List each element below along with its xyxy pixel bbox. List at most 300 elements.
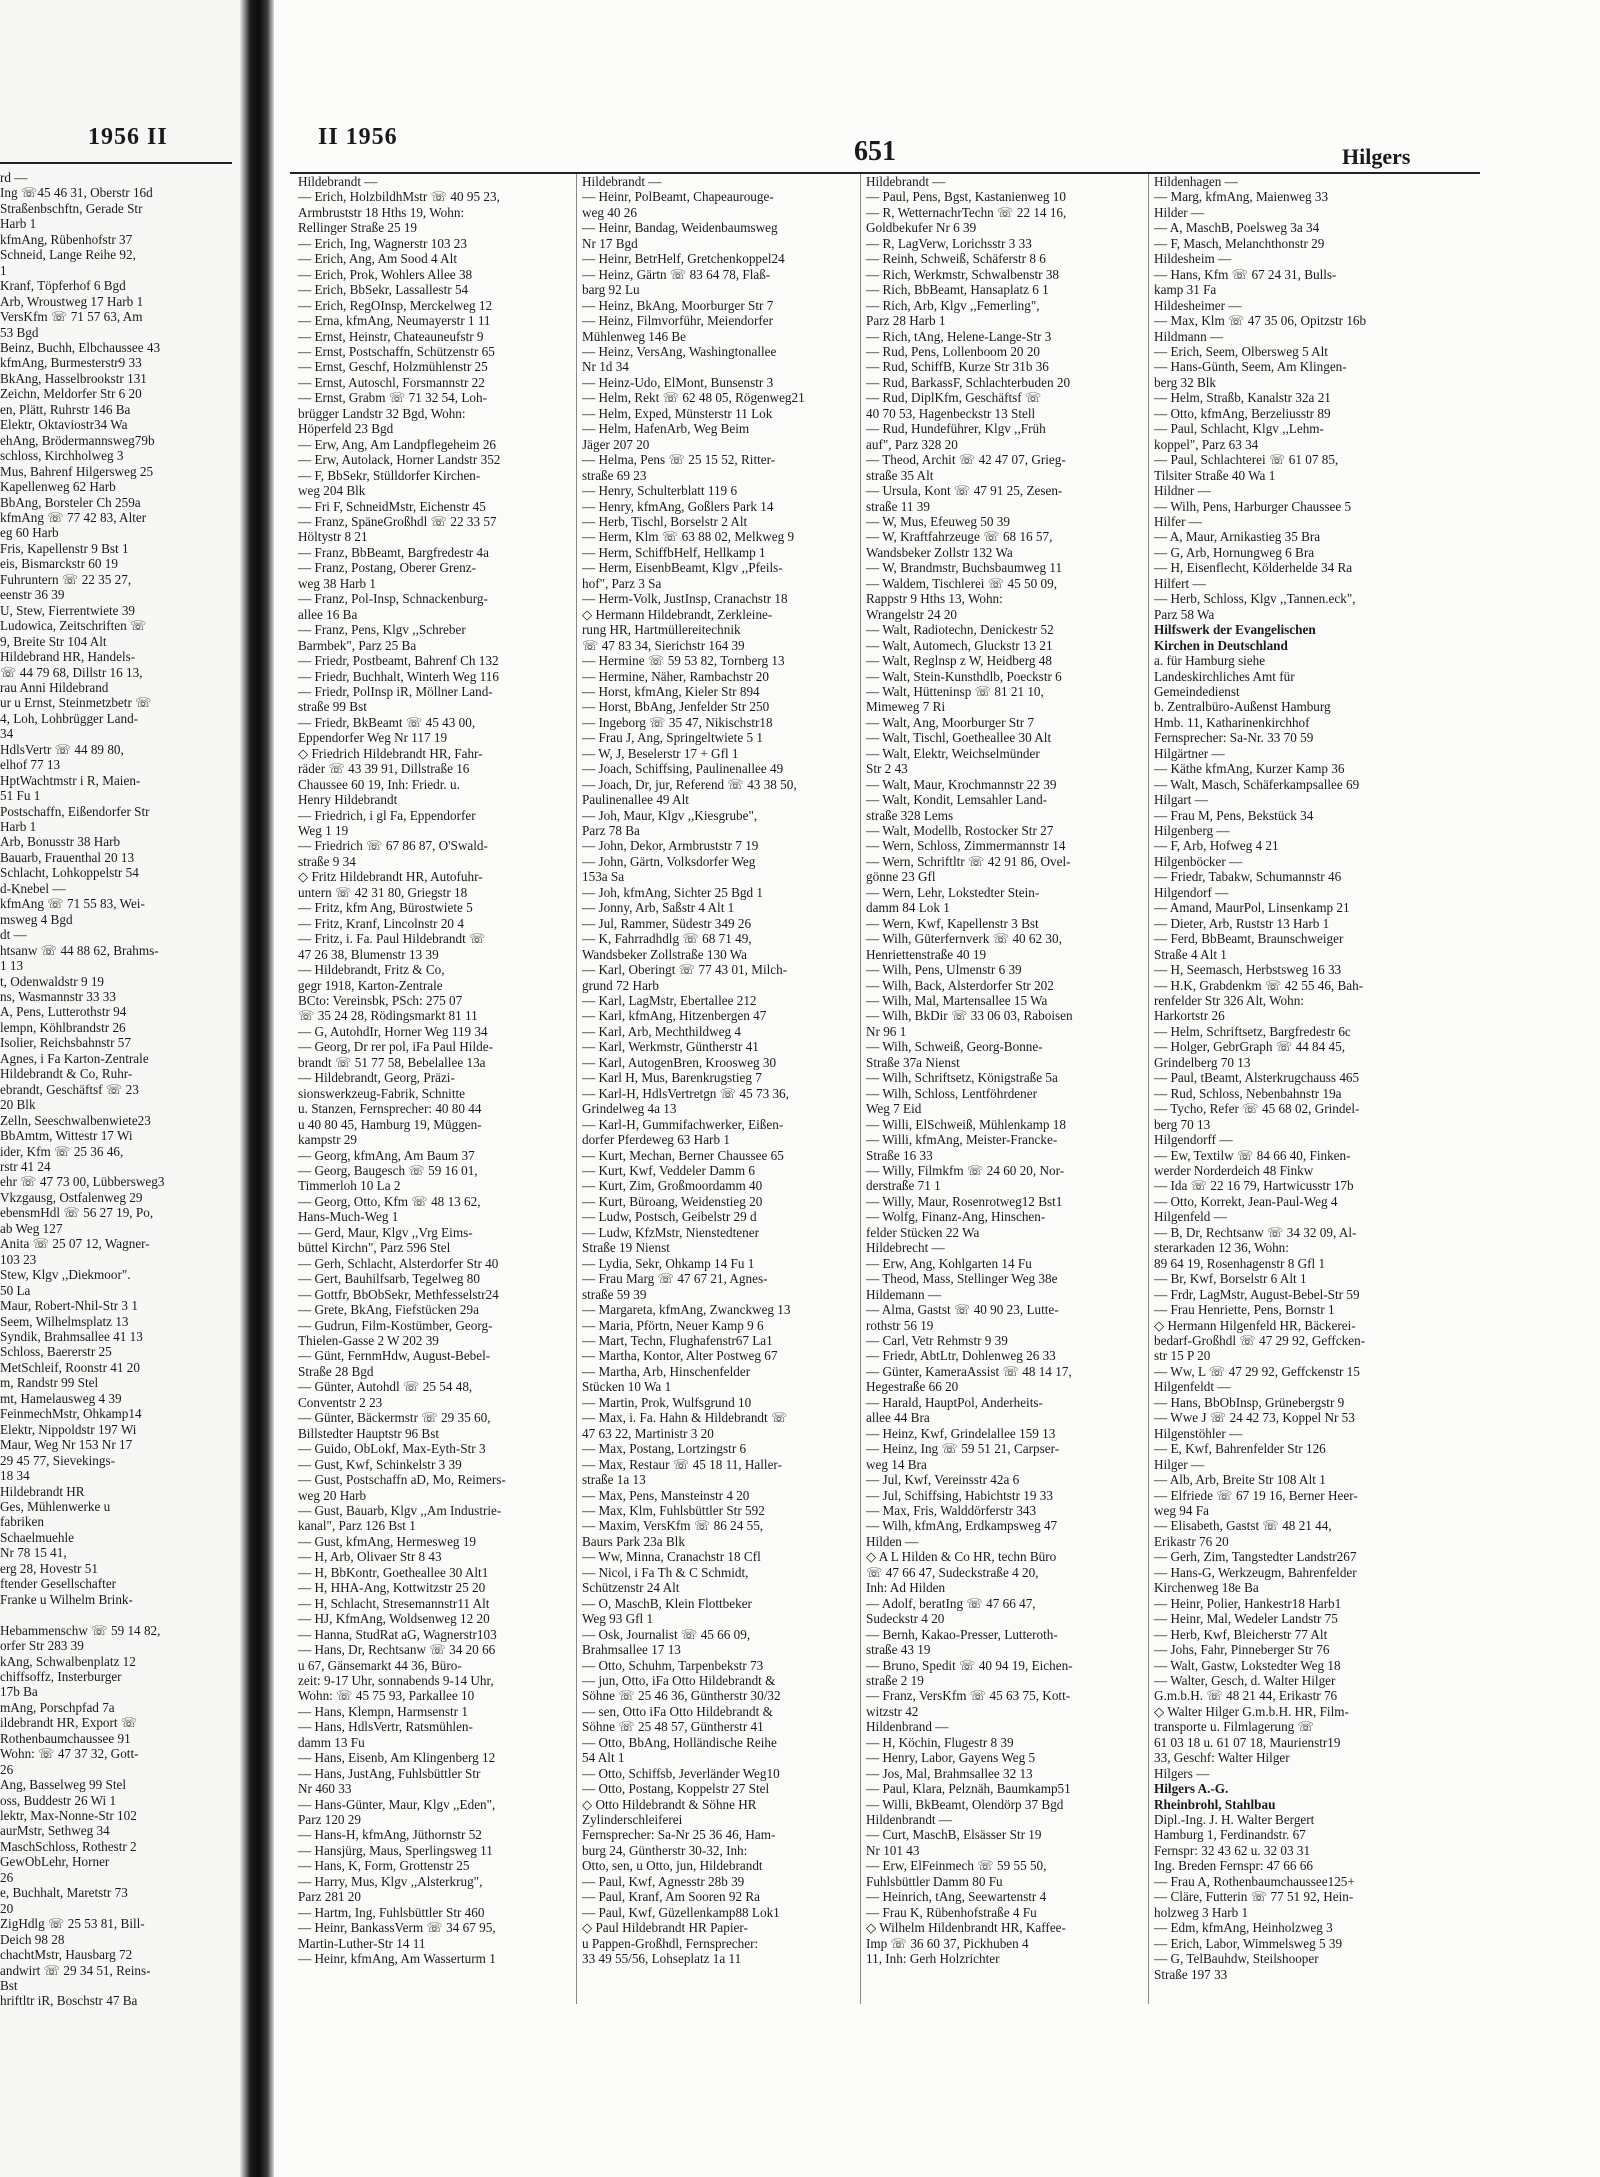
directory-entry: — Tycho, Refer ☏ 45 68 02, Grindel- [1154, 1101, 1360, 1117]
directory-entry: gegr 1918, Karton-Zentrale [298, 977, 443, 993]
directory-entry: Grindelberg 70 13 [1154, 1054, 1251, 1070]
directory-entry: dorfer Pferdeweg 63 Harb 1 [582, 1132, 730, 1148]
directory-entry: 47 63 22, Martinistr 3 20 [582, 1425, 714, 1441]
directory-entry: Nr 460 33 [298, 1781, 352, 1797]
directory-entry: — Theod, Archit ☏ 42 47 07, Grieg- [866, 452, 1066, 468]
directory-entry: — Horst, kfmAng, Kieler Str 894 [582, 683, 760, 699]
directory-entry: — Franz, BbBeamt, Bargfredestr 4a [298, 544, 489, 560]
directory-entry: gönne 23 Gfl [866, 869, 936, 885]
directory-entry: — Rich, Werkmstr, Schwalbenstr 38 [866, 266, 1060, 282]
directory-entry: Weg 93 Gfl 1 [582, 1611, 654, 1627]
left-directory-entry: Rothenbaumchaussee 91 [0, 1730, 131, 1746]
directory-entry: allee 44 Bra [866, 1410, 930, 1426]
left-directory-entry: Maur, Weg Nr 153 Nr 17 [0, 1437, 133, 1453]
left-directory-entry: ehAng, Brödermannsweg79b [0, 432, 155, 448]
directory-entry: ◇ Wilhelm Hildenbrandt HR, Kaffee- [866, 1920, 1066, 1936]
directory-entry: büttel Kirchn", Parz 596 Stel [298, 1240, 451, 1256]
directory-entry: — Georg, Otto, Kfm ☏ 48 13 62, [298, 1193, 481, 1209]
directory-entry: — Marg, kfmAng, Maienweg 33 [1154, 189, 1329, 205]
directory-entry: — Heinz, Gärtn ☏ 83 64 78, Flaß- [582, 266, 771, 282]
left-directory-entry: ebensmHdl ☏ 56 27 19, Po, [0, 1205, 154, 1221]
directory-entry: Söhne ☏ 25 48 57, Güntherstr 41 [582, 1719, 764, 1735]
left-directory-entry: Kapellenweg 62 Harb [0, 479, 116, 495]
directory-entry: — Hans, K, Form, Grottenstr 25 [298, 1858, 470, 1874]
directory-entry: — Henry, Schulterblatt 119 6 [582, 483, 738, 499]
directory-entry: — H.K, Grabdenkm ☏ 42 55 46, Bah- [1154, 977, 1364, 993]
directory-entry: weg 20 Harb [298, 1487, 367, 1503]
directory-entry: Hmb. 11, Katharinenkirchhof [1154, 714, 1310, 730]
left-directory-entry: ☏ 44 79 68, Dillstr 16 13, [0, 664, 143, 680]
directory-entry: — Jul, Kwf, Vereinsstr 42a 6 [866, 1472, 1020, 1488]
directory-entry: — Paul, Kwf, Agnesstr 28b 39 [582, 1873, 745, 1889]
directory-entry: 47 26 38, Blumenstr 13 39 [298, 946, 439, 962]
directory-entry: — Helm, Exped, Münsterstr 11 Lok [582, 405, 773, 421]
directory-entry: — Max, Postang, Lortzingstr 6 [582, 1441, 747, 1457]
directory-entry: — Hanna, StudRat aG, Wagnerstr103 [298, 1626, 497, 1642]
directory-entry: — Hans, Dr, Rechtsanw ☏ 34 20 66 [298, 1642, 496, 1658]
directory-entry: — Rud, DiplKfm, Geschäftsf ☏ [866, 390, 1042, 406]
directory-entry: — F, Masch, Melanchthonstr 29 [1154, 235, 1325, 251]
directory-entry: — Rud, SchiffB, Kurze Str 31b 36 [866, 359, 1049, 375]
directory-entry: — Erich, RegOInsp, Merckelweg 12 [298, 297, 493, 313]
directory-entry: Hildenbrandt — [866, 1812, 953, 1828]
directory-entry: Parz 28 Harb 1 [866, 313, 946, 329]
left-directory-entry: kfmAng ☏ 71 55 83, Wei- [0, 896, 145, 912]
directory-entry: — Gudrun, Film-Kostümber, Georg- [298, 1317, 493, 1333]
directory-entry: berg 70 13 [1154, 1116, 1211, 1132]
directory-entry: — Max, Klm ☏ 47 35 06, Opitzstr 16b [1154, 313, 1367, 329]
directory-entry: — Erich, Ing, Wagnerstr 103 23 [298, 235, 467, 251]
directory-entry: straße 69 23 [582, 467, 647, 483]
directory-entry: Hilgers — [1154, 1765, 1210, 1781]
directory-entry: Hilgendorff — [1154, 1132, 1233, 1148]
directory-entry: — Wern, Schloss, Zimmermannstr 14 [866, 838, 1066, 854]
left-directory-entry: mt, Hamelausweg 4 39 [0, 1390, 122, 1406]
directory-entry: — Hermine ☏ 59 53 82, Tornberg 13 [582, 653, 785, 669]
left-directory-entry: Harb 1 [0, 819, 37, 835]
directory-entry: — Herb, Kwf, Bleicherstr 77 Alt [1154, 1626, 1328, 1642]
directory-entry: holzweg 3 Harb 1 [1154, 1904, 1249, 1920]
left-directory-entry: chiffsoffz, Insterburger [0, 1668, 122, 1684]
directory-entry: ☏ 47 83 34, Sierichstr 164 39 [582, 637, 745, 653]
directory-entry: weg 40 26 [582, 204, 637, 220]
left-directory-entry: Nr 78 15 41, [0, 1545, 67, 1561]
directory-entry: — Paul, Pens, Bgst, Kastanienweg 10 [866, 189, 1066, 205]
left-directory-entry: Bst [0, 1978, 18, 1994]
directory-entry: Nr 1d 34 [582, 359, 629, 375]
directory-entry: — Max, Restaur ☏ 45 18 11, Haller- [582, 1456, 782, 1472]
directory-entry: straße 2 19 [866, 1672, 924, 1688]
directory-entry: — Karl, Werkmstr, Güntherstr 41 [582, 1039, 759, 1055]
directory-entry: — Frau M, Pens, Bekstück 34 [1154, 807, 1314, 823]
directory-entry: Sudeckstr 4 20 [866, 1611, 945, 1627]
directory-entry: — Otto, Postang, Koppelstr 27 Stel [582, 1781, 770, 1797]
directory-entry: Zylinderschleiferei [582, 1812, 683, 1828]
left-directory-entry: eis, Bismarckstr 60 19 [0, 556, 118, 572]
column-rule [1148, 174, 1149, 2004]
directory-entry: kampstr 29 [298, 1132, 357, 1148]
directory-entry: — Heinz-Udo, ElMont, Bunsenstr 3 [582, 374, 774, 390]
directory-entry: u 40 80 45, Hamburg 19, Müggen- [298, 1116, 482, 1132]
directory-entry: weg 204 Blk [298, 483, 366, 499]
directory-entry: — Henry, Labor, Gayens Weg 5 [866, 1750, 1036, 1766]
directory-entry: — Walt, Reglnsp z W, Heidberg 48 [866, 653, 1052, 669]
left-page-column [0, 170, 232, 2009]
directory-entry: Söhne ☏ 25 46 36, Güntherstr 30/32 [582, 1688, 781, 1704]
directory-entry: — Otto, Schiffsb, Jeverländer Weg10 [582, 1765, 780, 1781]
directory-entry: Fernsprecher: Sa-Nr 25 36 46, Ham- [582, 1827, 776, 1843]
directory-entry: — Gerh, Zim, Tangstedter Landstr267 [1154, 1549, 1357, 1565]
directory-entry: Hildesheimer — [1154, 297, 1242, 313]
directory-entry: — Gerh, Schlacht, Alsterdorfer Str 40 [298, 1255, 499, 1271]
directory-entry: straße 35 Alt [866, 467, 934, 483]
directory-entry: — Fri F, SchneidMstr, Eichenstr 45 [298, 498, 486, 514]
directory-entry: — Frau K, Rübenhofstraße 4 Fu [866, 1904, 1037, 1920]
directory-entry: Hilgendorf — [1154, 884, 1229, 900]
left-directory-entry: Hildebrandt HR [0, 1483, 85, 1499]
directory-entry: — Johs, Fahr, Pinneberger Str 76 [1154, 1642, 1330, 1658]
directory-entry: — W, Mus, Efeuweg 50 39 [866, 513, 1010, 529]
directory-entry: — Wilh, BkDir ☏ 33 06 03, Raboisen [866, 1008, 1073, 1024]
directory-entry: brandt ☏ 51 77 58, Bebelallee 13a [298, 1054, 486, 1070]
left-directory-entry: e, Buchhalt, Maretstr 73 [0, 1885, 128, 1901]
directory-entry: bedarf-Großhdl ☏ 47 29 92, Geffcken- [1154, 1332, 1366, 1348]
directory-entry: Hilgart — [1154, 792, 1208, 808]
left-page-header: 1956 II [88, 124, 168, 150]
directory-entry: — Erw, ElFeinmech ☏ 59 55 50, [866, 1858, 1047, 1874]
directory-entry: — Hildebrandt, Georg, Präzi- [298, 1070, 455, 1086]
directory-entry: 89 64 19, Rosenhagenstr 8 Gfl 1 [1154, 1255, 1326, 1271]
directory-entry: — Ernst, Postschaffn, Schützenstr 65 [298, 343, 495, 359]
directory-entry: — Carl, Vetr Rehmstr 9 39 [866, 1332, 1008, 1348]
left-directory-entry: Ludowica, Zeitschriften ☏ [0, 618, 147, 634]
directory-entry: Tilsiter Straße 40 Wa 1 [1154, 467, 1276, 483]
directory-entry: — Friedr, Postbeamt, Bahrenf Ch 132 [298, 653, 499, 669]
directory-entry: u Pappen-Großhdl, Fernsprecher: [582, 1935, 759, 1951]
directory-entry: — Rud, Hundeführer, Klgv ,,Früh [866, 421, 1046, 437]
directory-entry: — Helm, Straßb, Kanalstr 32a 21 [1154, 390, 1331, 406]
left-directory-entry: 18 34 [0, 1468, 30, 1484]
left-directory-entry: Anita ☏ 25 07 12, Wagner- [0, 1236, 150, 1252]
directory-entry: — Ww, Minna, Cranachstr 18 Cfl [582, 1549, 761, 1565]
directory-entry: — Curt, MaschB, Elsässer Str 19 [866, 1827, 1042, 1843]
left-page [0, 0, 240, 2177]
directory-entry: — Osk, Journalist ☏ 45 66 09, [582, 1626, 751, 1642]
left-directory-entry: orfer Str 283 39 [0, 1638, 84, 1654]
directory-entry: — Paul, Klara, Pelznäh, Baumkamp51 [866, 1781, 1071, 1797]
directory-entry: ◇ Otto Hildebrandt & Söhne HR [582, 1796, 757, 1812]
directory-entry: Hilfer — [1154, 513, 1202, 529]
directory-entry: — Paul, Kwf, Güzellenkamp88 Lok1 [582, 1904, 780, 1920]
left-directory-entry: Elektr, Oktaviostr34 Wa [0, 417, 128, 433]
directory-entry: untern ☏ 42 31 80, Griegstr 18 [298, 884, 468, 900]
directory-column-3 [866, 174, 1134, 1967]
directory-entry: — Willi, ElSchweiß, Mühlenkamp 18 [866, 1116, 1066, 1132]
directory-column-4 [1154, 174, 1422, 1982]
directory-entry: — Br, Kwf, Borselstr 6 Alt 1 [1154, 1271, 1307, 1287]
directory-entry: BCto: Vereinsbk, PSch: 275 07 [298, 993, 463, 1009]
directory-entry: — sen, Otto iFa Otto Hildebrandt & [582, 1703, 773, 1719]
directory-entry: — Kurt, Büroang, Weidenstieg 20 [582, 1193, 763, 1209]
directory-entry: Weg 1 19 [298, 823, 349, 839]
left-directory-entry: oss, Buddestr 26 Wi 1 [0, 1792, 117, 1808]
directory-entry: Straße 197 33 [1154, 1966, 1228, 1982]
directory-entry: — Karl, AutogenBren, Kroosweg 30 [582, 1054, 777, 1070]
directory-entry: Hilgärtner — [1154, 745, 1225, 761]
directory-entry: — Friedr, Buchhalt, Winterh Weg 116 [298, 668, 499, 684]
directory-entry: Hildmann — [1154, 328, 1224, 344]
left-directory-entry: chachtMstr, Hausbarg 72 [0, 1947, 133, 1963]
directory-entry: — Ww, L ☏ 47 29 92, Geffckenstr 15 [1154, 1363, 1360, 1379]
directory-entry: Armbruststr 18 Hths 19, Wohn: [298, 204, 465, 220]
directory-entry: — Margareta, kfmAng, Zwanckweg 13 [582, 1302, 791, 1318]
directory-entry: ◇ Fritz Hildebrandt HR, Autofuhr- [298, 869, 483, 885]
directory-entry: Gemeindedienst [1154, 683, 1240, 699]
directory-entry: ◇ Hermann Hilgenfeld HR, Bäckerei- [1154, 1317, 1356, 1333]
directory-entry: — Adolf, beratIng ☏ 47 66 47, [866, 1595, 1036, 1611]
left-directory-entry: aurMstr, Sethweg 34 [0, 1823, 110, 1839]
directory-entry: — Joh, Maur, Klgv ,,Kiesgrube", [582, 807, 758, 823]
directory-entry: — jun, Otto, iFa Otto Hildebrandt & [582, 1672, 776, 1688]
directory-entry: — Franz, VersKfm ☏ 45 63 75, Kott- [866, 1688, 1071, 1704]
directory-entry: Chaussee 60 19, Inh: Friedr. u. [298, 776, 460, 792]
directory-entry: — Franz, Pol-Insp, Schnackenburg- [298, 591, 488, 607]
directory-entry: G.m.b.H. ☏ 48 21 44, Erikastr 76 [1154, 1688, 1338, 1704]
directory-column-2 [582, 174, 850, 1967]
directory-entry: — Walt, Tischl, Goetheallee 30 Alt [866, 730, 1052, 746]
directory-entry: straße 328 Lems [866, 807, 954, 823]
directory-entry: — Ursula, Kont ☏ 47 91 25, Zesen- [866, 483, 1063, 499]
left-directory-entry [0, 1607, 232, 1622]
directory-entry: Fernsprecher: Sa-Nr. 33 70 59 [1154, 730, 1314, 746]
directory-entry: — G, TelBauhdw, Steilshooper [1154, 1951, 1319, 1967]
directory-entry: — Jul, Schiffsing, Habichtstr 19 33 [866, 1487, 1053, 1503]
directory-entry: sionswerkzeug-Fabrik, Schnitte [298, 1085, 466, 1101]
left-directory-entry: lempn, Köhlbrandstr 26 [0, 1019, 126, 1035]
directory-entry: Hans-Much-Weg 1 [298, 1209, 399, 1225]
directory-entry: Straße 28 Bgd [298, 1363, 374, 1379]
directory-entry: 33 49 55/56, Lohseplatz 1a 11 [582, 1951, 742, 1967]
directory-entry: — Henry, kfmAng, Goßlers Park 14 [582, 498, 774, 514]
directory-entry: — Karl H, Mus, Barenkrugstieg 7 [582, 1070, 762, 1086]
directory-entry: Nr 17 Bgd [582, 235, 638, 251]
left-directory-entry: ftender Gesellschafter [0, 1576, 117, 1592]
directory-entry: kanal", Parz 126 Bst 1 [298, 1518, 416, 1534]
directory-entry: straße 99 Bst [298, 699, 367, 715]
directory-entry: — H, HHA-Ang, Kottwitzstr 25 20 [298, 1580, 486, 1596]
directory-entry: — Helm, Schriftsetz, Bargfredestr 6c [1154, 1023, 1351, 1039]
directory-entry: Mimeweg 7 Ri [866, 699, 946, 715]
left-directory-entry: Franke u Wilhelm Brink- [0, 1591, 133, 1607]
directory-entry: — Jul, Rammer, Südestr 349 26 [582, 915, 752, 931]
directory-entry: — Franz, SpäneGroßhdl ☏ 22 33 57 [298, 513, 497, 529]
directory-entry: — Herm-Volk, JustInsp, Cranachstr 18 [582, 591, 788, 607]
directory-entry: weg 38 Harb 1 [298, 575, 377, 591]
directory-entry: Ing. Breden Fernspr: 47 66 66 [1154, 1858, 1313, 1874]
left-directory-entry: 1 13 [0, 958, 24, 974]
directory-entry: — Erw, Ang, Kohlgarten 14 Fu [866, 1255, 1032, 1271]
directory-entry: — Herm, SchiffbHelf, Hellkamp 1 [582, 544, 766, 560]
left-directory-entry: Hebammenschw ☏ 59 14 82, [0, 1622, 161, 1638]
directory-entry: — Walt, Automech, Gluckstr 13 21 [866, 637, 1053, 653]
left-directory-entry: ns, Wasmannstr 33 33 [0, 989, 116, 1005]
directory-entry: — Hans-Günth, Seem, Am Klingen- [1154, 359, 1347, 375]
directory-entry: — Jos, Mal, Brahmsallee 32 13 [866, 1765, 1033, 1781]
directory-entry: Höltystr 8 21 [298, 529, 368, 545]
directory-entry: Timmerloh 10 La 2 [298, 1178, 401, 1194]
left-directory-entry: BkAng, Hasselbrookstr 131 [0, 370, 147, 386]
directory-entry: werder Norderdeich 48 Finkw [1154, 1163, 1314, 1178]
directory-entry: — Wolfg, Finanz-Ang, Hinschen- [866, 1209, 1046, 1225]
left-directory-entry: andwirt ☏ 29 34 51, Reins- [0, 1962, 151, 1978]
left-directory-entry: 29 45 77, Sievekings- [0, 1452, 116, 1468]
directory-column-1 [298, 174, 566, 1967]
directory-entry: weg 14 Bra [866, 1456, 927, 1472]
directory-entry: Conventstr 2 23 [298, 1394, 383, 1410]
directory-entry: ☏ 35 24 28, Rödingsmarkt 81 11 [298, 1008, 478, 1024]
directory-entry: — Otto, Schuhm, Tarpenbekstr 73 [582, 1657, 764, 1673]
directory-entry: — Hans, BbObInsp, Grünebergstr 9 [1154, 1394, 1345, 1410]
directory-entry: rothstr 56 19 [866, 1317, 934, 1333]
directory-entry: Weg 7 Eid [866, 1101, 922, 1117]
directory-entry: — O, MaschB, Klein Flottbeker [582, 1595, 752, 1611]
directory-entry: — Fritz, Kranf, Lincolnstr 20 4 [298, 915, 464, 931]
directory-entry: — Dieter, Arb, Ruststr 13 Harb 1 [1154, 915, 1330, 931]
left-directory-entry: Fris, Kapellenstr 9 Bst 1 [0, 540, 129, 556]
left-directory-entry: Zelln, Seeschwalbenwiete23 [0, 1112, 151, 1128]
directory-entry: — B, Dr, Rechtsanw ☏ 34 32 09, Al- [1154, 1224, 1357, 1240]
directory-entry: — R, LagVerw, Lorichsstr 3 33 [866, 235, 1032, 251]
directory-entry: — Erich, BbSekr, Lassallestr 54 [298, 282, 469, 298]
directory-entry: — Erna, kfmAng, Neumayerstr 1 11 [298, 313, 491, 329]
left-directory-entry: Beinz, Buchh, Elbchaussee 43 [0, 339, 161, 355]
directory-entry: — Bernh, Kakao-Presser, Lutteroth- [866, 1626, 1058, 1642]
directory-entry: — Gust, Postschaffn aD, Mo, Reimers- [298, 1472, 506, 1488]
directory-entry: — Karl, Oberingt ☏ 77 43 01, Milch- [582, 962, 788, 978]
directory-entry: — Grete, BkAng, Fiefstücken 29a [298, 1302, 479, 1318]
left-directory-entry: 20 Blk [0, 1097, 36, 1113]
left-directory-entry: eenstr 36 39 [0, 587, 65, 603]
directory-entry: — Wern, Lehr, Lokstedter Stein- [866, 884, 1040, 900]
left-directory-entry: 26 [0, 1869, 14, 1885]
left-directory-entry: 20 [0, 1900, 14, 1916]
left-directory-entry: Ang, Basselweg 99 Stel [0, 1777, 127, 1793]
directory-entry: — Cläre, Futterin ☏ 77 51 92, Hein- [1154, 1889, 1354, 1905]
directory-entry: — Ernst, Heinstr, Chateauneufstr 9 [298, 328, 484, 344]
directory-entry: — Franz, Postang, Oberer Grenz- [298, 560, 476, 576]
directory-entry: — Günter, KameraAssist ☏ 48 14 17, [866, 1363, 1072, 1379]
directory-entry: — Erw, Autolack, Horner Landstr 352 [298, 452, 501, 468]
directory-entry: — Erich, Ang, Am Sood 4 Alt [298, 251, 457, 267]
directory-entry: — Kurt, Mechan, Berner Chaussee 65 [582, 1147, 784, 1163]
left-directory-entry: eg 60 Harb [0, 525, 59, 541]
directory-entry: straße 9 34 [298, 853, 356, 869]
directory-entry: Hilger — [1154, 1456, 1205, 1472]
directory-entry: Hilfert — [1154, 575, 1206, 591]
directory-entry: Hilgenberg — [1154, 823, 1230, 839]
directory-entry: burg 24, Güntherstr 30-32, Inh: [582, 1842, 748, 1858]
directory-entry: Straße 16 33 [866, 1147, 933, 1163]
directory-entry: — W, Brandmstr, Buchsbaumweg 11 [866, 560, 1063, 576]
directory-entry: — Lydia, Sekr, Ohkamp 14 Fu 1 [582, 1255, 755, 1271]
directory-entry: — Gert, Bauhilfsarb, Tegelweg 80 [298, 1271, 480, 1287]
directory-entry: — Frau Henriette, Pens, Bornstr 1 [1154, 1302, 1335, 1318]
left-directory-entry: HptWachtmstr i R, Maien- [0, 772, 141, 788]
directory-entry: — Friedrich, i gl Fa, Eppendorfer [298, 807, 476, 823]
left-directory-entry: t, Odenwaldstr 9 19 [0, 973, 105, 989]
directory-entry: — Wern, Kwf, Kapellenstr 3 Bst [866, 915, 1039, 931]
directory-entry: — Bruno, Spedit ☏ 40 94 19, Eichen- [866, 1657, 1073, 1673]
directory-entry: — Max, Klm, Fuhlsbüttler Str 592 [582, 1502, 765, 1518]
left-directory-entry: 1 [0, 262, 7, 278]
directory-entry: allee 16 Ba [298, 606, 358, 622]
directory-entry: Straße 4 Alt 1 [1154, 946, 1227, 962]
directory-entry: Hegestraße 66 20 [866, 1379, 959, 1395]
directory-entry: — Wilh, Back, Alsterdorfer Str 202 [866, 977, 1054, 993]
directory-entry: — Helma, Pens ☏ 25 15 52, Ritter- [582, 452, 776, 468]
directory-entry: Str 2 43 [866, 761, 908, 777]
directory-entry: — Karl-H, Gummifachwerker, Eißen- [582, 1116, 784, 1132]
directory-entry: — Friedr, PolInsp iR, Möllner Land- [298, 683, 493, 699]
left-directory-entry: Wohn: ☏ 47 37 32, Gott- [0, 1746, 139, 1762]
directory-entry: — W, J, Beselerstr 17 + Gfl 1 [582, 745, 739, 761]
directory-entry: — Harald, HauptPol, Anderheits- [866, 1394, 1043, 1410]
directory-entry: — Ingeborg ☏ 35 47, Nikischstr18 [582, 714, 773, 730]
directory-entry: — Elfriede ☏ 67 19 16, Berner Heer- [1154, 1487, 1358, 1503]
directory-entry: — Heinz, Kwf, Grindelallee 159 13 [866, 1425, 1056, 1441]
directory-entry: Baurs Park 23a Blk [582, 1533, 685, 1549]
directory-entry: ◇ Friedrich Hildebrandt HR, Fahr- [298, 745, 483, 761]
left-directory-entry: Zeichn, Meldorfer Str 6 20 [0, 386, 142, 402]
directory-entry: — Martin, Prok, Wulfsgrund 10 [582, 1394, 752, 1410]
directory-entry: renfelder Str 326 Alt, Wohn: [1154, 993, 1304, 1009]
directory-entry: b. Zentralbüro-Außenst Hamburg [1154, 699, 1331, 715]
directory-entry: — Paul, Schlachterei ☏ 61 07 85, [1154, 452, 1339, 468]
directory-entry: — H, BbKontr, Goetheallee 30 Alt1 [298, 1564, 489, 1580]
directory-entry: transporte u. Filmlagerung ☏ [1154, 1719, 1315, 1735]
directory-entry: — Willi, BkBeamt, Olendörp 37 Bgd [866, 1796, 1064, 1812]
directory-entry: Goldbekufer Nr 6 39 [866, 220, 977, 236]
directory-entry: Dipl.-Ing. J. H. Walter Bergert [1154, 1812, 1315, 1828]
left-directory-entry: Harb 1 [0, 216, 37, 232]
directory-entry: — Günt, FernmHdw, August-Bebel- [298, 1348, 491, 1364]
left-directory-entry: htsanw ☏ 44 88 62, Brahms- [0, 942, 159, 958]
directory-entry: — Heinrich, tAng, Seewartenstr 4 [866, 1889, 1047, 1905]
directory-entry: Paulinenallee 49 Alt [582, 792, 689, 808]
directory-entry: — Wilh, Schloss, Lentföhrdener [866, 1085, 1037, 1101]
directory-entry: Parz 281 20 [298, 1889, 361, 1905]
directory-entry: — Günter, Autohdl ☏ 25 54 48, [298, 1379, 473, 1395]
directory-entry: — Max, i. Fa. Hahn & Hildebrandt ☏ [582, 1410, 788, 1426]
left-directory-entry: kfmAng ☏ 77 42 83, Alter [0, 509, 147, 525]
directory-entry: Hilgers A.-G. [1154, 1781, 1229, 1797]
directory-entry: — Waldem, Tischlerei ☏ 45 50 09, [866, 575, 1058, 591]
directory-entry: — Rud, BarkassF, Schlachterbuden 20 [866, 374, 1071, 390]
directory-entry: — Käthe kfmAng, Kurzer Kamp 36 [1154, 761, 1345, 777]
directory-entry: Stücken 10 Wa 1 [582, 1379, 672, 1395]
directory-entry: — Joach, Dr, jur, Referend ☏ 43 38 50, [582, 776, 797, 792]
directory-entry: — Hartm, Ing, Fuhlsbüttler Str 460 [298, 1904, 485, 1920]
directory-entry: — Nicol, i Fa Th & C Schmidt, [582, 1564, 749, 1580]
directory-entry: sterarkaden 12 36, Wohn: [1154, 1240, 1289, 1256]
directory-entry: Straße 37a Nienst [866, 1054, 960, 1070]
directory-entry: — Helm, Rekt ☏ 62 48 05, Rögenweg21 [582, 390, 805, 406]
directory-entry: Hildenbrand — [866, 1719, 949, 1735]
left-directory-entry: VersKfm ☏ 71 57 63, Am [0, 309, 143, 325]
directory-entry: — Paul, Schlacht, Klgv ,,Lehm- [1154, 421, 1324, 437]
directory-entry: — Wilh, Pens, Harburger Chaussee 5 [1154, 498, 1352, 514]
directory-entry: Hilder — [1154, 204, 1205, 220]
